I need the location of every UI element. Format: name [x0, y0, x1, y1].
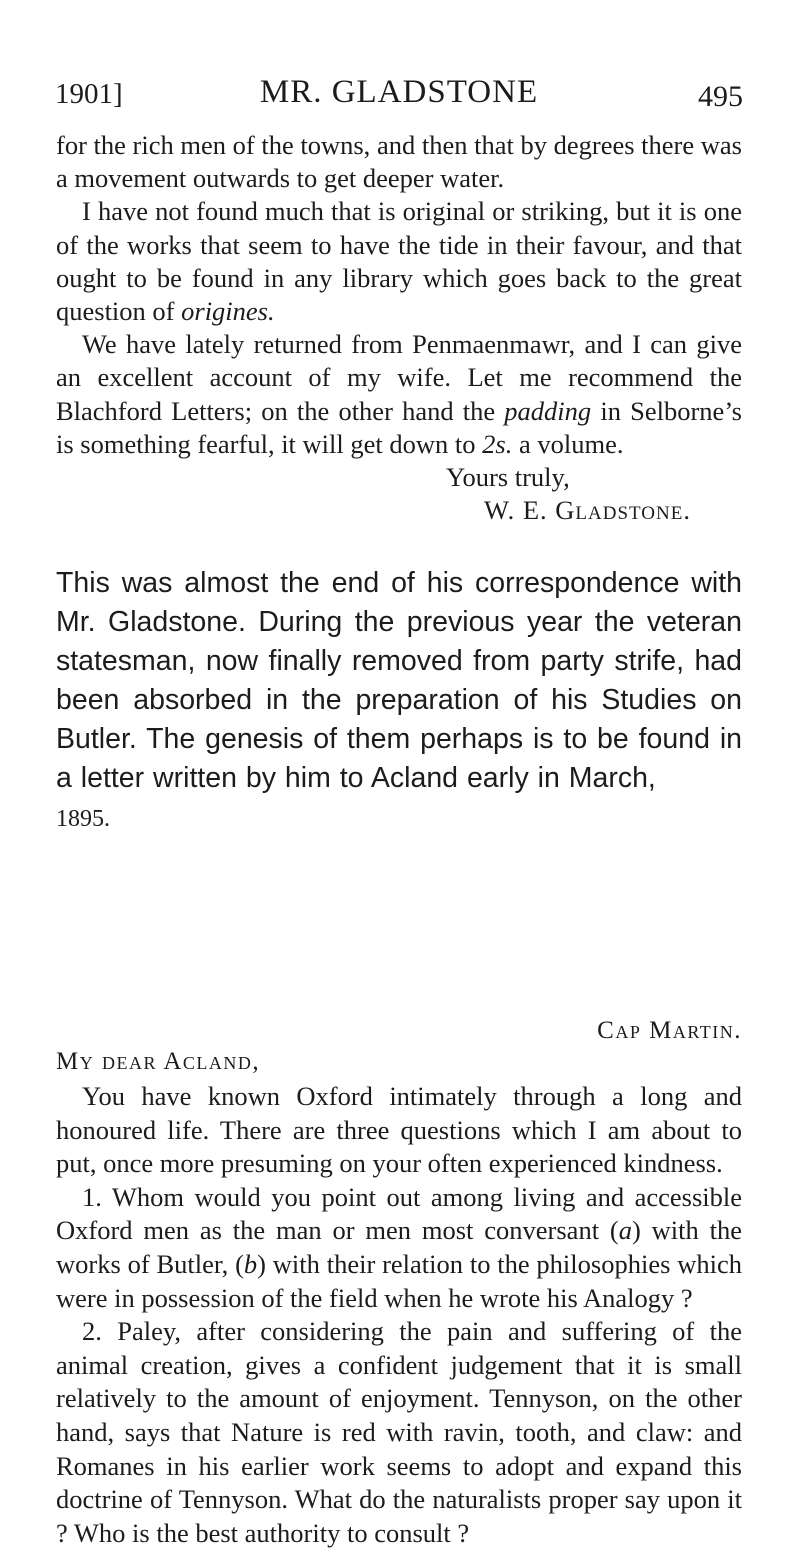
- paragraph-text: We have lately returned from Penmaenmawr, and I can give an excellent account of my wife. Let me recommend the Blachford Letters; on the other hand the: [56, 329, 742, 426]
- italic-letter: a: [618, 1215, 632, 1246]
- italic-word: origines.: [181, 296, 275, 327]
- letter-closing: Yours truly,: [446, 462, 570, 493]
- letter-signature: W. E. Gladstone.: [484, 495, 691, 526]
- letter-place: Cap Martin.: [597, 1017, 742, 1044]
- letter2-paragraph-1: You have known Oxford intimately through a long and honoured life. There are three questions which I am about to put, once more presuming on your often experienced kindness.: [56, 1081, 742, 1179]
- paragraph-text: 1. Whom would you point out among living and accessible Oxford men as the man or men most conversant (: [56, 1181, 742, 1246]
- letter-salutation: My dear Acland,: [56, 1048, 261, 1075]
- letter-paragraph-2: [56, 195, 742, 328]
- running-header: [55, 72, 743, 112]
- paragraph-text: I have not found much that is original or striking, but it is one of the works that seem to have the tide in their favour, and that ought to be found in any library which goes back to the great question of: [56, 196, 742, 327]
- letter2-paragraph-3: 2. Paley, after considering the pain and suffering of the animal creation, gives a confident judgement that it is small relatively to the amount of enjoyment. Tennyson, on the other hand, says that Nature is red with ravin, tooth, and claw: and Romanes in his earlier work seems to adopt and expand this doctrine of Tennyson. What do the naturalists proper say upon it ? Who is the best authority to consult ?: [56, 1316, 742, 1548]
- narrative-body: This was almost the end of his correspondence with Mr. Gladstone. During the previous year the veteran statesman, now finally removed from party strife, had been absorbed in the preparation of his Studies on Butler. The genesis of them perhaps is to be found in a letter written by him to Acland early in March,: [56, 567, 742, 794]
- paragraph-text: in Selborne’s is something fearful, it will get down to: [56, 395, 742, 459]
- price: 2s.: [482, 428, 513, 459]
- second-letter: [56, 1080, 742, 1550]
- header-title: MR. GLADSTONE: [259, 74, 539, 110]
- header-year: 1901]: [55, 78, 123, 110]
- letter-paragraph-3: [56, 328, 742, 461]
- letter-excerpt: [56, 129, 742, 527]
- paragraph-text: a volume.: [512, 428, 624, 459]
- paragraph-text: ) with their relation to the philosophies which were in possession of the field when he wrote his Analogy ?: [56, 1248, 742, 1313]
- italic-letter: b: [243, 1248, 258, 1279]
- letter-paragraph-1: for the rich men of the towns, and then that by degrees there was a movement outwards to get deeper water.: [56, 130, 742, 194]
- italic-word: padding: [504, 395, 592, 426]
- narrative-paragraph: [56, 564, 742, 839]
- paragraph-text: ) with the works of Butler, (: [56, 1215, 742, 1279]
- narrative-year: 1895.: [56, 806, 110, 832]
- narrative-text: [56, 564, 742, 839]
- page-number: 495: [698, 80, 743, 113]
- letter2-paragraph-2: [56, 1181, 742, 1315]
